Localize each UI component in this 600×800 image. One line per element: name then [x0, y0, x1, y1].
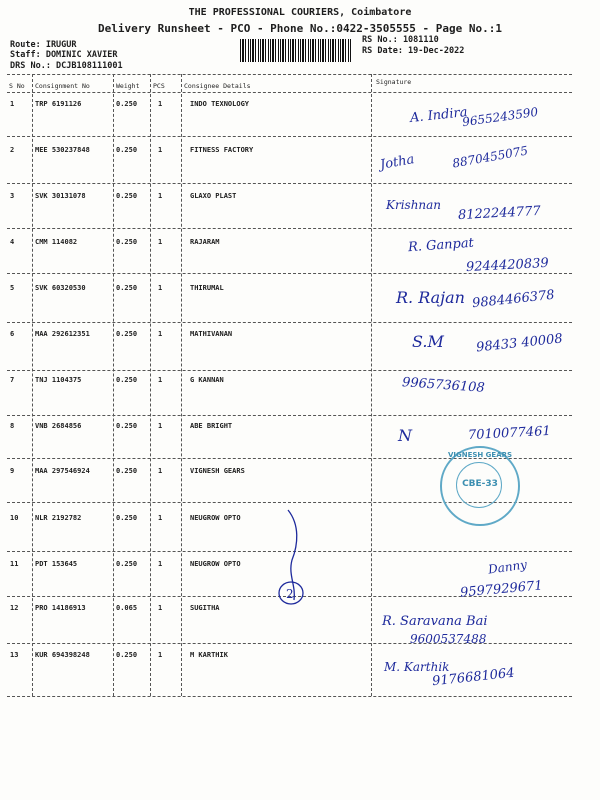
- cell-sno: 6: [10, 330, 15, 338]
- col-header-consignment: Consignment No: [35, 82, 90, 90]
- column-divider: [113, 74, 114, 696]
- cell-consignee: VIGNESH GEARS: [190, 467, 245, 475]
- row-rule: [7, 136, 572, 137]
- company-title: THE PROFESSIONAL COURIERS, Coimbatore: [188, 7, 412, 18]
- cell-pcs: 1: [158, 284, 163, 292]
- cell-pcs: 1: [158, 100, 163, 108]
- runsheet-title: Delivery Runsheet - PCO - Phone No.:0422-3505555 - Page No.:1: [98, 22, 502, 35]
- signature-name: R. Ganpat: [407, 235, 475, 256]
- cell-sno: 2: [10, 146, 15, 154]
- cell-weight: 0.250: [116, 238, 138, 246]
- cell-sno: 11: [10, 560, 19, 568]
- signature-phone: 9597929671: [459, 578, 544, 601]
- cell-consignment: PRO 14186913: [35, 604, 86, 612]
- signature-name: Jotha: [378, 152, 416, 173]
- cell-pcs: 1: [158, 146, 163, 154]
- circled-number: 2: [286, 587, 294, 601]
- col-header-consignee: Consignee Details: [184, 82, 251, 90]
- table-top-rule: [7, 74, 572, 75]
- cell-consignment: VNB 2684856: [35, 422, 82, 430]
- stamp-company-name: VIGNESH GEARS: [447, 451, 513, 459]
- signature-name: Krishnan: [386, 198, 442, 212]
- signature-name: S.M: [412, 332, 444, 351]
- cell-consignment: SVK 60320530: [35, 284, 86, 292]
- cell-sno: 3: [10, 192, 15, 200]
- barcode-image: [240, 39, 352, 62]
- cell-consignee: NEUGROW OPTO: [190, 514, 241, 522]
- cell-consignment: NLR 2192782: [35, 514, 82, 522]
- cell-pcs: 1: [158, 422, 163, 430]
- cell-consignee: SUGITHA: [190, 604, 220, 612]
- signature-name: M. Karthik: [384, 660, 450, 674]
- cell-weight: 0.065: [116, 604, 138, 612]
- cell-consignment: TRP 6191126: [35, 100, 82, 108]
- col-header-sno: S No: [9, 82, 25, 90]
- row-rule: [7, 322, 572, 323]
- header-bottom-rule: [7, 92, 572, 93]
- row-rule: [7, 415, 572, 416]
- cell-consignment: CMM 114082: [35, 238, 78, 246]
- cell-pcs: 1: [158, 376, 163, 384]
- cell-weight: 0.250: [116, 467, 138, 475]
- rs-number: RS No.: 1081110: [362, 35, 439, 45]
- cell-sno: 13: [10, 651, 19, 659]
- cell-weight: 0.250: [116, 514, 138, 522]
- staff-label: Staff: DOMINIC XAVIER: [10, 50, 118, 60]
- cell-sno: 4: [10, 238, 15, 246]
- cell-consignment: SVK 30131078: [35, 192, 86, 200]
- cell-sno: 1: [10, 100, 15, 108]
- signature-phone: 9600537488: [410, 632, 487, 646]
- cell-consignee: RAJARAM: [190, 238, 220, 246]
- row-rule: [7, 228, 572, 229]
- signature-phone: 8870455075: [451, 143, 529, 171]
- cell-weight: 0.250: [116, 146, 138, 154]
- signature-name: Danny: [487, 557, 528, 577]
- signature-phone: 8122244777: [457, 203, 542, 224]
- stamp-center-text: CBE-33: [462, 479, 498, 489]
- signature-name: A. Indira: [409, 105, 469, 126]
- cell-weight: 0.250: [116, 330, 138, 338]
- cell-consignee: G KANNAN: [190, 376, 224, 384]
- signature-phone: 9655243590: [461, 104, 539, 130]
- cell-pcs: 1: [158, 651, 163, 659]
- signature-phone: 9176681064: [431, 665, 516, 690]
- cell-consignee: INDO TEXNOLOGY: [190, 100, 250, 108]
- circled-number-annotation: [276, 578, 306, 608]
- cell-consignment: PDT 153645: [35, 560, 78, 568]
- cell-sno: 9: [10, 467, 15, 475]
- cell-weight: 0.250: [116, 376, 138, 384]
- row-rule: [7, 370, 572, 371]
- column-divider: [150, 74, 151, 696]
- cell-consignee: NEUGROW OPTO: [190, 560, 241, 568]
- cell-weight: 0.250: [116, 192, 138, 200]
- cell-pcs: 1: [158, 330, 163, 338]
- table-bottom-rule: [7, 696, 572, 697]
- signature-name: R. Saravana Bai: [382, 614, 488, 629]
- column-divider: [32, 74, 33, 696]
- row-rule: [7, 643, 572, 644]
- cell-sno: 8: [10, 422, 15, 430]
- cell-consignee: FITNESS FACTORY: [190, 146, 254, 154]
- cell-sno: 5: [10, 284, 15, 292]
- cell-pcs: 1: [158, 238, 163, 246]
- cell-sno: 10: [10, 514, 19, 522]
- col-header-pcs: PCS: [153, 82, 165, 90]
- row-rule: [7, 183, 572, 184]
- cell-sno: 7: [10, 376, 15, 384]
- cell-consignment: MEE 530237848: [35, 146, 90, 154]
- cell-weight: 0.250: [116, 100, 138, 108]
- cell-consignee: ABE BRIGHT: [190, 422, 233, 430]
- cell-consignment: KUR 694398248: [35, 651, 90, 659]
- signature-name: R. Rajan: [396, 288, 465, 307]
- cell-pcs: 1: [158, 192, 163, 200]
- cell-consignment: MAA 297546924: [35, 467, 90, 475]
- signature-name: N: [398, 426, 412, 445]
- drs-number: DRS No.: DCJB108111001: [10, 61, 123, 71]
- signature-phone: 9244420839: [465, 255, 550, 276]
- column-divider: [181, 74, 182, 696]
- cell-consignee: MATHIVANAN: [190, 330, 233, 338]
- column-divider: [371, 74, 372, 696]
- signature-phone: 9965736108: [401, 375, 486, 396]
- cell-sno: 12: [10, 604, 19, 612]
- cell-consignment: TNJ 1104375: [35, 376, 82, 384]
- cell-pcs: 1: [158, 467, 163, 475]
- cell-weight: 0.250: [116, 422, 138, 430]
- cell-consignee: THIRUMAL: [190, 284, 224, 292]
- signature-phone: 9884466378: [471, 287, 556, 312]
- cell-weight: 0.250: [116, 651, 138, 659]
- cell-consignment: MAA 292612351: [35, 330, 90, 338]
- col-header-signature: Signature: [376, 78, 412, 86]
- cell-consignee: M KARTHIK: [190, 651, 228, 659]
- col-header-weight: Weight: [116, 82, 140, 90]
- cell-weight: 0.250: [116, 284, 138, 292]
- cell-pcs: 1: [158, 560, 163, 568]
- cell-weight: 0.250: [116, 560, 138, 568]
- signature-phone: 98433 40008: [475, 331, 564, 356]
- route-label: Route: IRUGUR: [10, 40, 77, 50]
- signature-phone: 7010077461: [467, 423, 552, 444]
- company-stamp: [440, 446, 520, 526]
- cell-pcs: 1: [158, 604, 163, 612]
- cell-consignee: GLAXO PLAST: [190, 192, 237, 200]
- cell-pcs: 1: [158, 514, 163, 522]
- rs-date: RS Date: 19-Dec-2022: [362, 46, 465, 56]
